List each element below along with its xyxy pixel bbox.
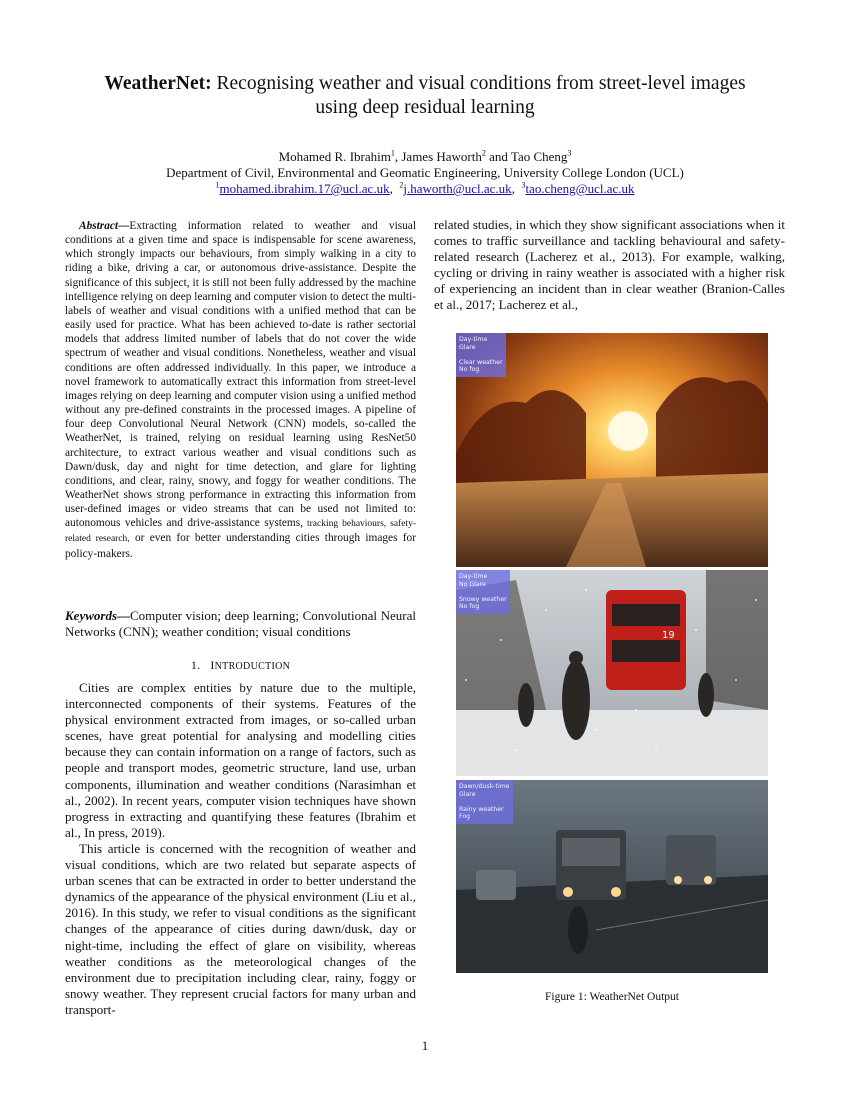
keywords	[65, 608, 416, 640]
introduction-text	[65, 680, 416, 1018]
author-block	[60, 149, 790, 197]
intro-paragraph-2: This article is concerned with the recognition of weather and visual conditions, which are two related but separate aspects of urban scenes that can be extracted in order to better understand the dynamics of the appearance of the physical environment (Liu et al., 2016). In this study, we refer to visual conditions as the significant changes of the appearance of cities during dawn/dusk, day or night-time, including the effect of glare on visibility, whereas weather conditions as the meteorological changes of the environment due to precipitation including clear, rainy, foggy or snowy weather. They represent crucial factors for many urban and transport-	[65, 840, 416, 1017]
figure-image-fog	[456, 780, 768, 973]
bus-route-number: 19	[662, 630, 675, 641]
email-link-1[interactable]: mohamed.ibrahim.17@ucl.ac.uk	[219, 181, 390, 196]
affiliation: Department of Civil, Environmental and Geomatic Engineering, University College London (UCL)	[166, 165, 684, 180]
abstract-text-small: tracking behaviours, safety-related research,	[65, 519, 416, 545]
figure-caption: Figure 1: WeatherNet Output	[545, 991, 679, 1003]
figure-1	[456, 333, 768, 973]
intro-paragraph-1: Cities are complex entities by nature due to the multiple, interconnected components of their systems. Features of the physical environment extracted from images, or so-called urban scenes, have great potential for analysing and modelling cities because they can contain information on a range of factors, such as people and transport modes, geometric structure, land use, urban components, illumination and weather conditions (Narasimhan et al., 2002). In recent years, computer vision techniques have shown progress in extracting and quantifying these features (Ibrahim et al., In press, 2019).	[65, 680, 416, 840]
keywords-text: Computer vision; deep learning; Convolutional Neural Networks (CNN); weather condition; visual conditions	[65, 608, 416, 639]
keywords-label: Keywords—	[65, 608, 130, 623]
abstract-label: Abstract—	[79, 220, 130, 232]
email-link-3[interactable]: tao.cheng@ucl.ac.uk	[525, 181, 635, 196]
author-emails: $^1$mohamed.ibrahim.17@ucl.ac.uk, $^2$j.haworth@ucl.ac.uk, $^3$tao.cheng@ucl.ac.uk	[215, 180, 635, 196]
figure-image-sunset	[456, 333, 768, 567]
title-bold: WeatherNet:	[104, 73, 212, 94]
image-1-label: Day-time Glare Clear weather No fog	[456, 333, 506, 377]
abstract	[65, 219, 416, 561]
section-heading-introduction: 1. INTRODUCTION	[190, 658, 291, 672]
title-line1: Recognising weather and visual conditions from street-level images	[211, 73, 746, 94]
author-names: Mohamed R. Ibrahim$^1$, James Haworth$^2$ and Tao Cheng$^3$	[278, 148, 572, 164]
abstract-text-2: or even for better understanding cities through images for policy-makers.	[65, 532, 416, 560]
paper-title	[60, 72, 790, 120]
figure-image-snow	[456, 570, 768, 776]
right-column-paragraph: related studies, in which they show significant associations when it comes to traffic surveillance and tackling behavioural and safety-related research (Lacherez et al., 2013). For example, walking, cycling or driving in rainy weather is associated with a higher risk of experiencing an incident than in clear weather (Branion-Calles et al., 2017; Lacherez et al.,	[434, 217, 785, 313]
page-number: 1	[421, 1038, 429, 1053]
right-column-text	[434, 217, 785, 314]
image-2-label: Day-time No Glare Snowy weather No fog	[456, 570, 510, 614]
email-link-2[interactable]: j.haworth@ucl.ac.uk	[403, 181, 512, 196]
image-3-label: Dawn/dusk-time Glare Rainy weather Fog	[456, 780, 513, 824]
title-line2: using deep residual learning	[315, 97, 535, 118]
abstract-text-1: Extracting information related to weather and visual conditions at a given time and space is indispensable for scene awareness, which strongly impacts our behaviours, from simply walking in a city to riding a bike, driving a car, or autonomous drive-assistance. Despite the significance of this subject, it is still not been fully addressed by the machine intelligence relying on deep learning and computer vision to detect the multi-labels of weather and visual conditions with a unified method that can be easily used for practice. What has been achieved to-date is rather sectorial models that address limited number of labels that do not cover the wide spectrum of weather and visual conditions. Nonetheless, weather and visual conditions are often addressed individually. In this paper, we introduce a novel framework to automatically extract this information from street-level images relying on deep learning and computer vision using a unified method without any pre-defined constraints in the processed images. A pipeline of four deep Convolutional Neural Network (CNN) models, so-called the WeatherNet, is trained, relying on residual learning using ResNet50 architecture, to extract various weather and visual conditions such as Dawn/dusk, day and night for time detection, and glare for lighting conditions, and clear, rainy, snowy, and foggy for weather conditions. The WeatherNet shows strong performance in extracting this information from user-defined images or video streams that can be used not limited to: autonomous vehicles and drive-assistance systems,	[65, 220, 416, 530]
